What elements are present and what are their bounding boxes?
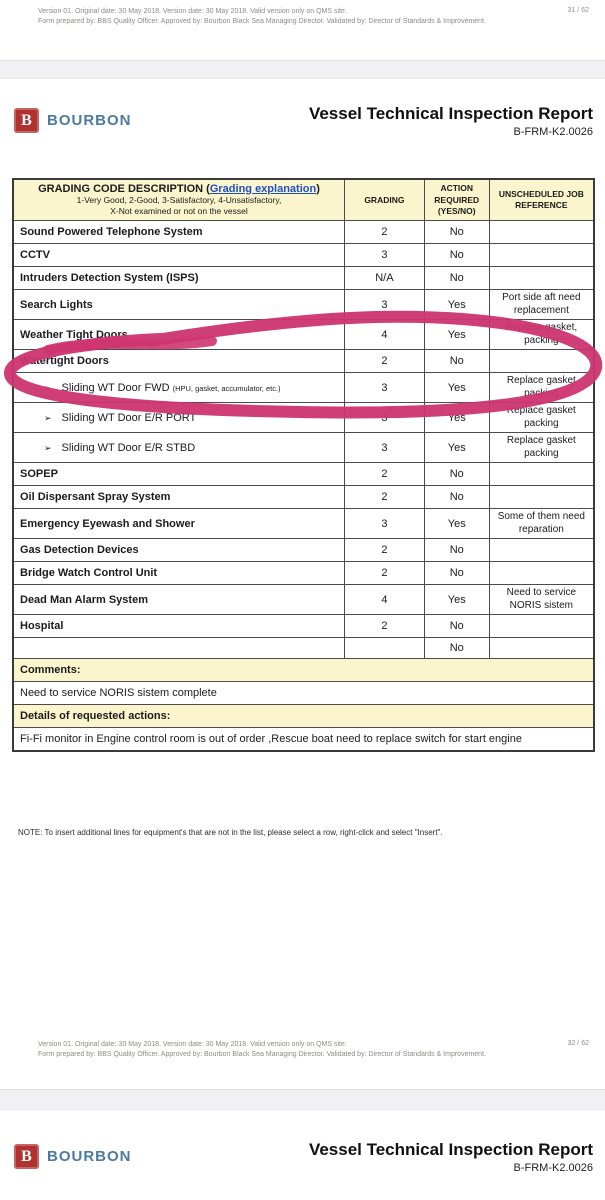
row-action-required: Yes	[424, 320, 489, 350]
arrow-bullet-icon: ➢	[44, 382, 52, 393]
logo-letter: B	[21, 111, 32, 129]
row-action-required: No	[424, 221, 489, 244]
row-job-reference	[489, 267, 594, 290]
table-row	[13, 638, 594, 659]
row-action-required: No	[424, 562, 489, 585]
insert-rows-note: NOTE: To insert additional lines for equipment's that are not in the list, please select a row, right-click and select "Insert".	[18, 828, 443, 837]
row-grading: 3	[345, 433, 425, 463]
row-job-reference	[489, 350, 594, 373]
brand-name: BOURBON	[47, 1148, 132, 1165]
row-grading: 3	[345, 290, 425, 320]
desc-title-prefix: GRADING CODE DESCRIPTION (	[38, 183, 210, 195]
row-action-required: No	[424, 539, 489, 562]
page-footer-bottom	[38, 1040, 545, 1060]
row-label: Dead Man Alarm System	[13, 585, 345, 615]
row-action-required: No	[424, 638, 489, 659]
page-break-divider	[0, 60, 605, 79]
row-grading	[345, 638, 425, 659]
row-grading: 3	[345, 373, 425, 403]
table-row	[13, 403, 594, 433]
row-job-reference: Replace gasket packing	[489, 433, 594, 463]
row-grading: 2	[345, 350, 425, 373]
bourbon-logo	[14, 108, 132, 133]
table-row	[13, 290, 594, 320]
col-header-reference: UNSCHEDULED JOB REFERENCE	[489, 179, 594, 221]
col-header-description	[13, 179, 345, 221]
bourbon-logo-icon	[14, 1144, 39, 1169]
row-label: ➢ Sliding WT Door E/R STBD	[13, 433, 345, 463]
row-grading: 2	[345, 486, 425, 509]
table-row	[13, 320, 594, 350]
row-label: SOPEP	[13, 463, 345, 486]
comments-value: Need to service NORIS sistem complete	[13, 682, 594, 705]
table-row	[13, 244, 594, 267]
row-label: Weather Tight Doors	[13, 320, 345, 350]
row-job-reference	[489, 638, 594, 659]
desc-title-suffix: )	[316, 183, 320, 195]
grading-table	[12, 178, 595, 752]
row-label: Gas Detection Devices	[13, 539, 345, 562]
row-grading: 2	[345, 615, 425, 638]
table-header-row	[13, 179, 594, 221]
row-label: CCTV	[13, 244, 345, 267]
row-label: ➢ Sliding WT Door E/R PORT	[13, 403, 345, 433]
table-row	[13, 585, 594, 615]
table-row	[13, 615, 594, 638]
arrow-bullet-icon: ➢	[44, 442, 52, 453]
details-value: Fi-Fi monitor in Engine control room is out of order ,Rescue boat need to replace switch for start engine	[13, 728, 594, 752]
form-code: B-FRM-K2.0026	[513, 1161, 593, 1174]
footer-line1: Version 01. Original date: 30 May 2018. Version date: 30 May 2018. Valid version only on QMS site.	[38, 8, 347, 15]
report-header-next-page	[14, 1140, 593, 1174]
row-action-required: No	[424, 615, 489, 638]
table-row	[13, 486, 594, 509]
details-label-row	[13, 705, 594, 728]
row-job-reference	[489, 539, 594, 562]
row-action-required: Yes	[424, 373, 489, 403]
table-row	[13, 433, 594, 463]
row-label: Intruders Detection System (ISPS)	[13, 267, 345, 290]
bourbon-logo	[14, 1144, 132, 1169]
row-job-reference	[489, 486, 594, 509]
row-action-required: No	[424, 350, 489, 373]
page-number-top: 31 / 62	[567, 7, 589, 14]
row-label: Hospital	[13, 615, 345, 638]
row-job-reference	[489, 244, 594, 267]
page-break-divider	[0, 1089, 605, 1110]
row-label: ➢ Sliding WT Door FWD (HPU, gasket, accumulator, etc.)	[13, 373, 345, 403]
row-grading: 2	[345, 463, 425, 486]
row-grading: 2	[345, 539, 425, 562]
table-row	[13, 509, 594, 539]
row-grading: 3	[345, 403, 425, 433]
brand-name: BOURBON	[47, 112, 132, 129]
row-job-reference: Port side aft need replacement	[489, 290, 594, 320]
form-code: B-FRM-K2.0026	[513, 125, 593, 138]
row-job-reference: Replace gasket packing	[489, 403, 594, 433]
comments-label-row	[13, 659, 594, 682]
report-header	[14, 104, 593, 138]
col-header-grading: GRADING	[345, 179, 425, 221]
table-row	[13, 562, 594, 585]
row-label: Emergency Eyewash and Shower	[13, 509, 345, 539]
page-title: Vessel Technical Inspection Report	[308, 1140, 593, 1159]
row-label-detail: (HPU, gasket, accumulator, etc.)	[172, 383, 281, 393]
row-label: Watertight Doors	[13, 350, 345, 373]
table-row	[13, 221, 594, 244]
row-label	[13, 638, 345, 659]
arrow-bullet-icon: ➢	[44, 412, 52, 423]
row-label: Oil Dispersant Spray System	[13, 486, 345, 509]
row-grading: 4	[345, 320, 425, 350]
row-grading: N/A	[345, 267, 425, 290]
table-row	[13, 539, 594, 562]
bourbon-logo-icon	[14, 108, 39, 133]
row-action-required: No	[424, 267, 489, 290]
row-action-required: No	[424, 463, 489, 486]
details-value-row	[13, 728, 594, 752]
row-job-reference: Replace gasket packing	[489, 373, 594, 403]
row-job-reference: Some of them need reparation	[489, 509, 594, 539]
table-row	[13, 463, 594, 486]
row-grading: 3	[345, 244, 425, 267]
row-job-reference	[489, 562, 594, 585]
footer-line2: Form prepared by: BBS Quality Officer. Approved by: Bourbon Black Sea Managing Director. Validated by: Director of Standards & Improvement.	[38, 1051, 486, 1059]
footer-line2: Form prepared by: BBS Quality Officer. Approved by: Bourbon Black Sea Managing Director. Validated by: Director of Standards & Improvement.	[38, 18, 486, 26]
row-label: Search Lights	[13, 290, 345, 320]
row-action-required: Yes	[424, 433, 489, 463]
row-grading: 2	[345, 562, 425, 585]
table-row	[13, 373, 594, 403]
page-footer-top	[38, 7, 545, 27]
logo-letter: B	[21, 1147, 32, 1165]
row-label: Sound Powered Telephone System	[13, 221, 345, 244]
row-grading: 3	[345, 509, 425, 539]
row-grading: 4	[345, 585, 425, 615]
row-job-reference	[489, 615, 594, 638]
page-title: Vessel Technical Inspection Report	[308, 104, 593, 123]
page-number-bottom: 32 / 62	[567, 1040, 589, 1047]
row-job-reference: Need to service NORIS sistem	[489, 585, 594, 615]
row-grading: 2	[345, 221, 425, 244]
row-label: Bridge Watch Control Unit	[13, 562, 345, 585]
grading-legend-line1: 1-Very Good, 2-Good, 3-Satisfactory, 4-Unsatisfactory,	[76, 195, 282, 205]
grading-table-body	[13, 221, 594, 659]
row-action-required: Yes	[424, 509, 489, 539]
row-job-reference	[489, 221, 594, 244]
row-action-required: Yes	[424, 403, 489, 433]
row-action-required: No	[424, 486, 489, 509]
row-job-reference: Replace gasket, packing	[489, 320, 594, 350]
details-label: Details of requested actions:	[13, 705, 594, 728]
row-action-required: Yes	[424, 585, 489, 615]
table-row	[13, 350, 594, 373]
grading-explanation-link[interactable]: Grading explanation	[209, 183, 317, 195]
comments-value-row	[13, 682, 594, 705]
row-action-required: Yes	[424, 290, 489, 320]
row-job-reference	[489, 463, 594, 486]
col-header-action: ACTION REQUIRED (YES/NO)	[424, 179, 489, 221]
footer-line1: Version 01. Original date: 30 May 2018. Version date: 30 May 2018. Valid version only on QMS site.	[38, 1041, 347, 1048]
table-row	[13, 267, 594, 290]
grading-legend-line2: X-Not examined or not on the vessel	[110, 206, 248, 217]
row-action-required: No	[424, 244, 489, 267]
comments-label: Comments:	[13, 659, 594, 682]
